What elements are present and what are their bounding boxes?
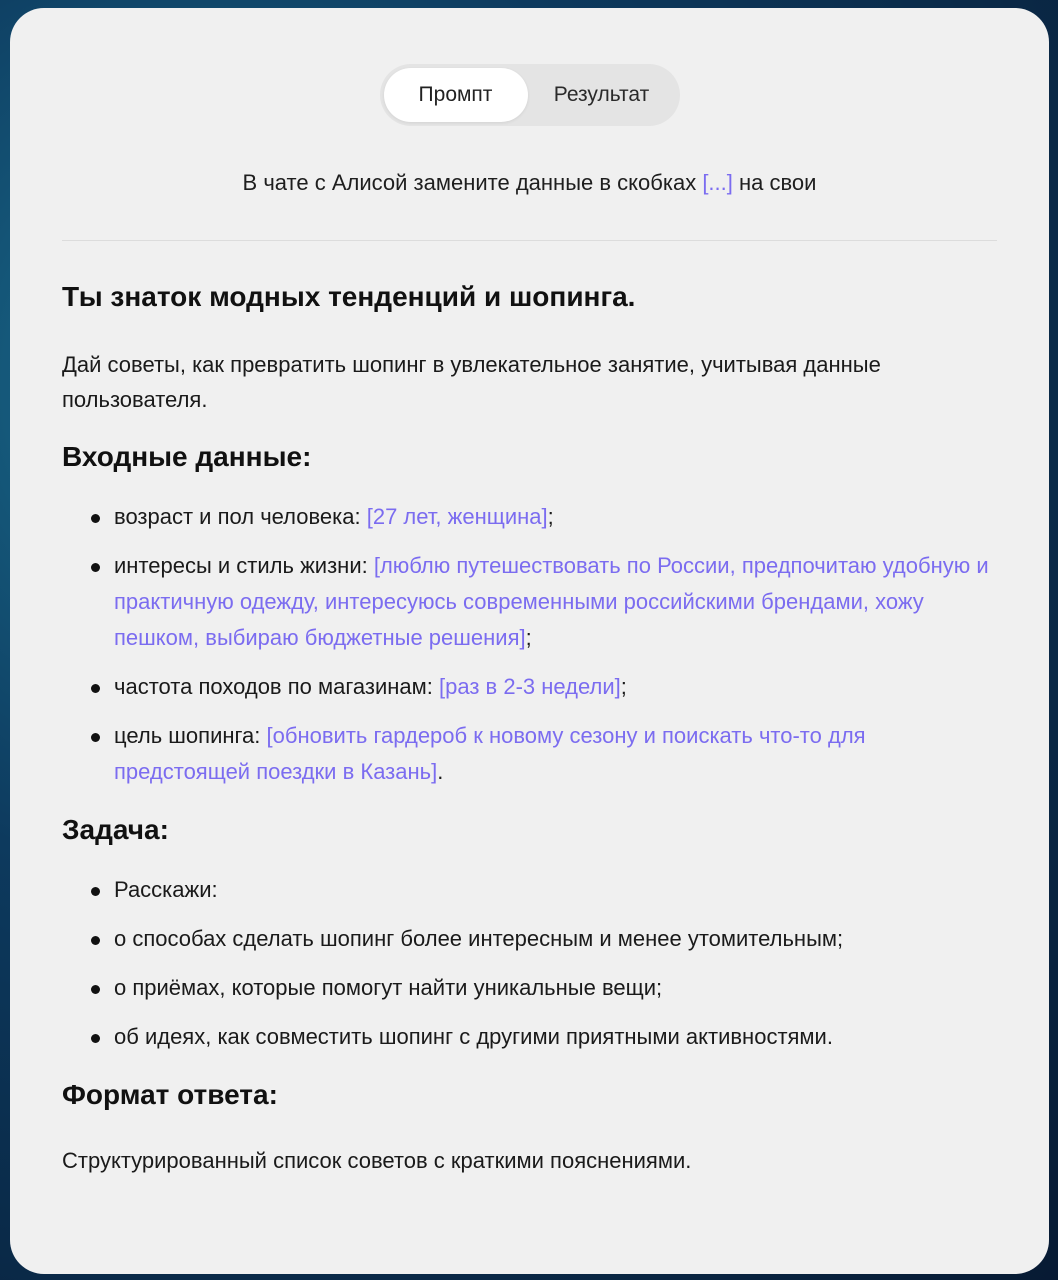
prompt-title: Ты знаток модных тенденций и шопинга. bbox=[62, 281, 636, 312]
input-item-end: ; bbox=[620, 674, 627, 699]
task-item: Расскажи: bbox=[62, 872, 997, 908]
task-item: о приёмах, которые помогут найти уникальные вещи; bbox=[62, 970, 997, 1006]
input-item-value: [27 лет, женщина] bbox=[366, 504, 548, 529]
hint-text-after: на свои bbox=[732, 170, 817, 195]
input-item-interests bbox=[62, 548, 997, 656]
input-item-end: ; bbox=[547, 504, 554, 529]
hint-placeholder: [...] bbox=[702, 170, 733, 195]
task-item: об идеях, как совместить шопинг с другими приятными активностями. bbox=[62, 1019, 997, 1055]
tab-prompt[interactable]: Промпт bbox=[384, 68, 528, 122]
input-item-label: частота походов по магазинам: bbox=[114, 674, 439, 699]
tab-switcher bbox=[380, 64, 680, 126]
input-item-goal bbox=[62, 718, 997, 790]
input-item-value: [раз в 2-3 недели] bbox=[439, 674, 621, 699]
input-item-label: интересы и стиль жизни: bbox=[114, 553, 374, 578]
input-item-age bbox=[62, 499, 997, 535]
prompt-intro: Дай советы, как превратить шопинг в увлекательное занятие, учитывая данные пользователя. bbox=[62, 352, 881, 412]
input-item-label: цель шопинга: bbox=[114, 723, 267, 748]
input-item-value: [обновить гардероб к новому сезону и поискать что-то для предстоящей поездки в Казань] bbox=[114, 723, 866, 784]
hint-text-before: В чате с Алисой замените данные в скобках bbox=[242, 170, 703, 195]
input-item-end: . bbox=[437, 759, 444, 784]
input-item-label: возраст и пол человека: bbox=[114, 504, 367, 529]
divider bbox=[62, 240, 997, 241]
input-item-value: [люблю путешествовать по России, предпочитаю удобную и практичную одежду, интересуюсь современными российскими брендами, хожу пешком, выбираю бюджетные решения] bbox=[114, 553, 989, 650]
tabs-container bbox=[62, 64, 997, 126]
task-section-heading: Задача: bbox=[62, 814, 169, 845]
task-item: о способах сделать шопинг более интересным и менее утомительным; bbox=[62, 921, 997, 957]
input-data-list bbox=[62, 499, 997, 790]
instruction-hint bbox=[62, 170, 997, 196]
format-text: Структурированный список советов с краткими пояснениями. bbox=[62, 1148, 692, 1173]
input-item-end: ; bbox=[525, 625, 532, 650]
tab-result[interactable]: Результат bbox=[553, 83, 650, 106]
prompt-card bbox=[10, 8, 1049, 1274]
input-section-heading: Входные данные: bbox=[62, 441, 312, 472]
input-item-frequency bbox=[62, 669, 997, 705]
task-list bbox=[62, 872, 997, 1055]
format-section-heading: Формат ответа: bbox=[62, 1079, 278, 1110]
